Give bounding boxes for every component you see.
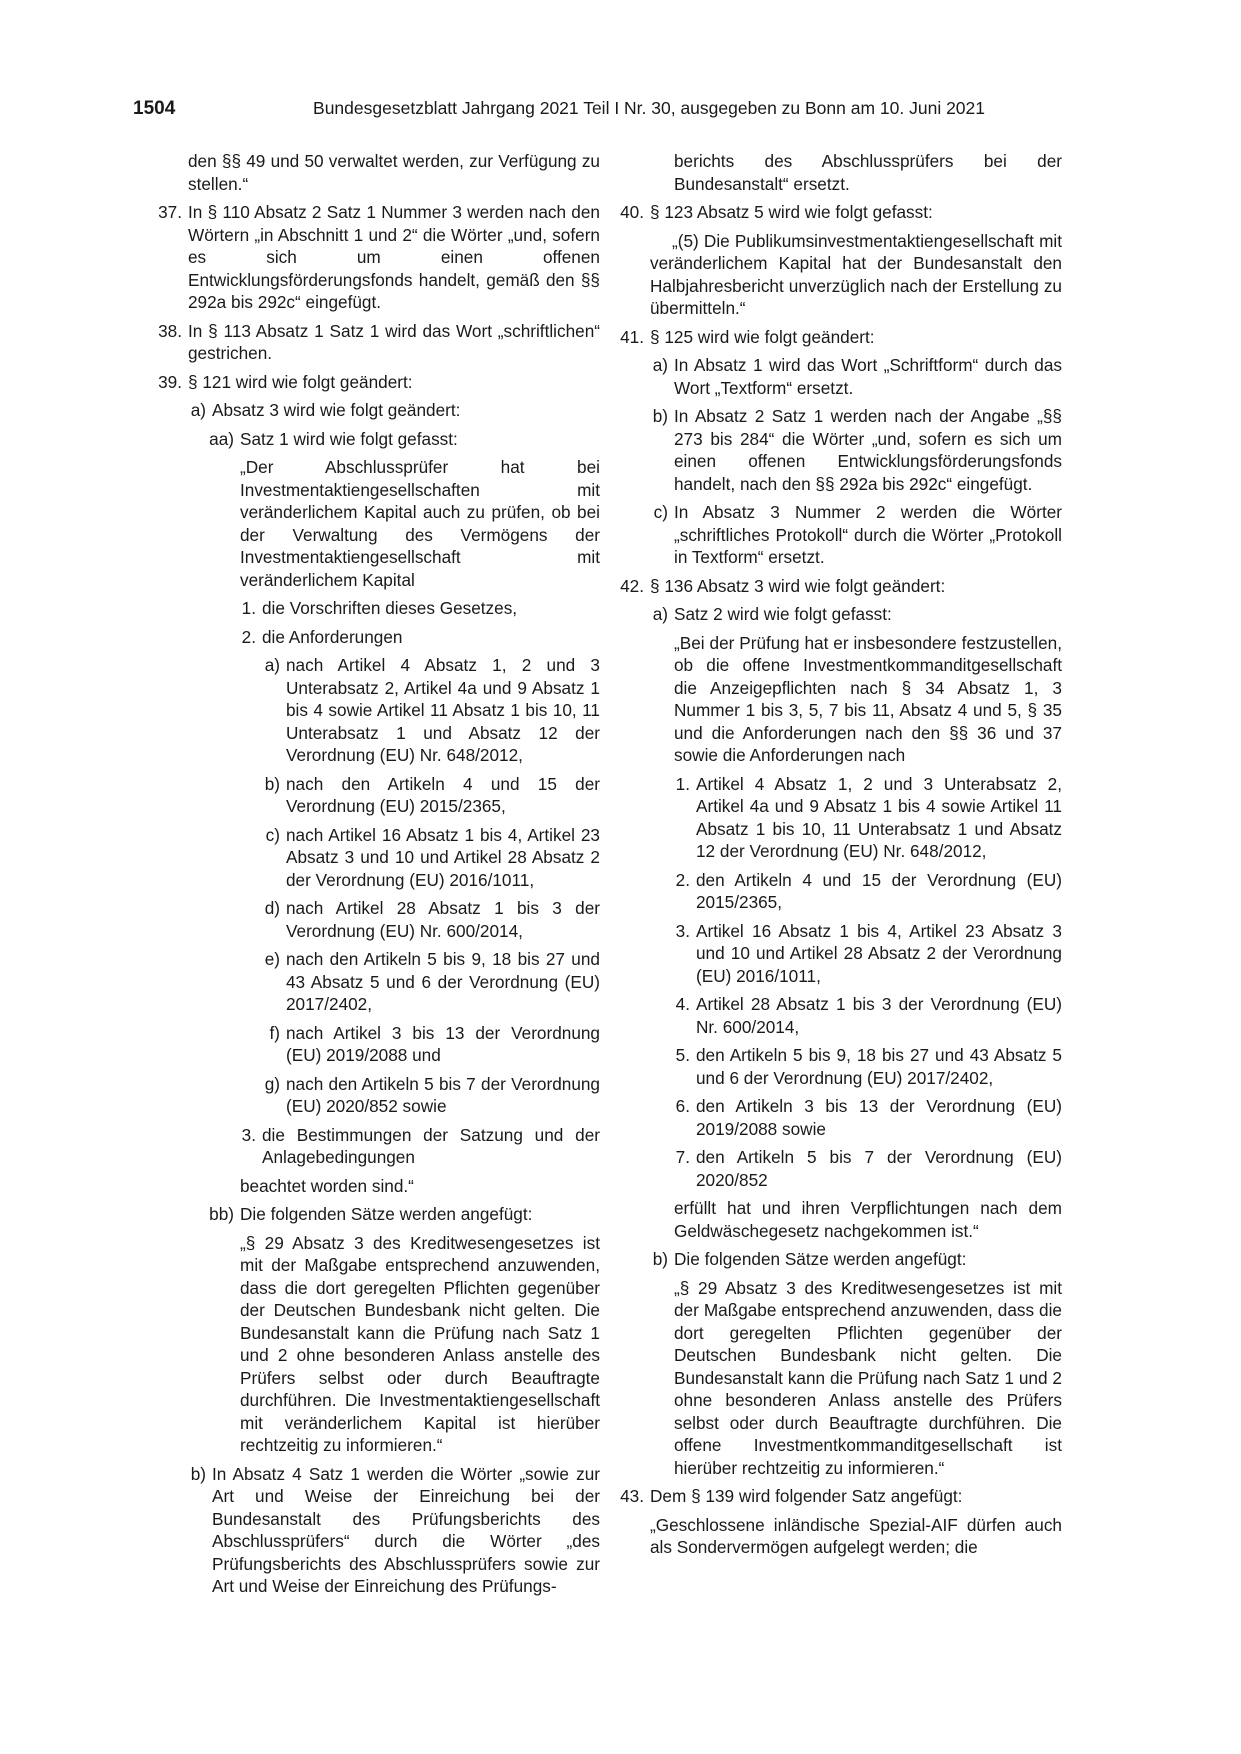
paragraph-text: § 123 Absatz 5 wird wie folgt gefasst: (650, 202, 933, 222)
paragraph-text: nach Artikel 28 Absatz 1 bis 3 der Verordnung (EU) Nr. 600/2014, (286, 898, 600, 941)
paragraph-number: b) (652, 406, 668, 426)
paragraph-number: 2. (675, 869, 690, 890)
numbered-paragraph (269, 1022, 600, 1067)
paragraph (674, 150, 1062, 195)
paragraph-text: § 125 wird wie folgt geändert: (650, 326, 875, 347)
paragraph-text: In Absatz 4 Satz 1 werden die Wörter „sowie zur Art und Weise der Einreichung bei der Bundesanstalt des Prüfungsberichts des Abschlussprüfers“ durch die Wörter „des Prüfungsberichts des Abschlussprüfers sowie zur Art und Weise der Einreichung des Prüfungs- (212, 1463, 600, 1596)
paragraph-text: nach Artikel 3 bis 13 der Verordnung (EU) 2019/2088 und (286, 1022, 600, 1065)
numbered-paragraph (652, 354, 1062, 399)
paragraph-number: 3. (675, 920, 690, 941)
paragraph-text: „Geschlossene inländische Spezial-AIF dürfen auch als Sondervermögen aufgelegt werden; die (650, 1514, 1062, 1557)
page-number: 1504 (133, 98, 176, 119)
paragraph-number: 3. (241, 1124, 256, 1145)
numbered-paragraph (675, 1146, 1062, 1191)
paragraph (240, 1232, 600, 1457)
numbered-paragraph (620, 575, 1062, 598)
paragraph-text: In Absatz 2 Satz 1 werden nach der Angabe „§§ 273 bis 284“ die Wörter „und, sofern es sich um einen offenen Entwicklungsförderungsfonds handelt, nach den §§ 292a bis 292c“ eingefügt. (674, 406, 1062, 494)
paragraph-text: Satz 2 wird wie folgt gefasst: (674, 604, 892, 624)
paragraph-text: Artikel 16 Absatz 1 bis 4, Artikel 23 Absatz 3 und 10 und Artikel 28 Absatz 2 der Verordnung (EU) 2016/1011, (696, 920, 1062, 986)
numbered-paragraph (675, 773, 1062, 863)
paragraph-text: Artikel 28 Absatz 1 bis 3 der Verordnung (EU) Nr. 600/2014, (696, 994, 1062, 1037)
numbered-paragraph (620, 1485, 1062, 1508)
numbered-paragraph (209, 428, 600, 451)
paragraph-number: 7. (675, 1147, 690, 1167)
numbered-paragraph (158, 320, 600, 365)
paragraph (650, 230, 1062, 320)
numbered-paragraph (620, 326, 1062, 349)
paragraph-number: 40. (620, 202, 644, 222)
numbered-paragraph (264, 773, 600, 818)
paragraph-text: Die folgenden Sätze werden angefügt: (240, 1204, 533, 1224)
paragraph-text: nach den Artikeln 5 bis 9, 18 bis 27 und 43 Absatz 5 und 6 der Verordnung (EU) 2017/2402, (286, 949, 600, 1014)
paragraph (674, 1277, 1062, 1480)
paragraph-number: 5. (675, 1045, 690, 1065)
paragraph-number: 39. (158, 371, 182, 392)
numbered-paragraph (264, 897, 600, 942)
paragraph-text: die Bestimmungen der Satzung und der Anlagebedingungen (262, 1124, 600, 1167)
paragraph-number: f) (269, 1022, 280, 1043)
paragraph-number: 37. (158, 202, 182, 222)
paragraph-number: b) (652, 1249, 668, 1269)
numbered-paragraph (241, 597, 600, 620)
paragraph-text: „Der Abschlussprüfer hat bei Investmentaktiengesellschaften mit veränderlichem Kapital auch zu prüfen, ob bei der Verwaltung des Vermögens der Investmentaktiengesellschaft mit veränderlichem Kapital (240, 457, 600, 590)
numbered-paragraph (675, 1095, 1062, 1140)
journal-title: Bundesgesetzblatt Jahrgang 2021 Teil I Nr. 30, ausgegeben zu Bonn am 10. Juni 2021 (313, 98, 985, 118)
numbered-paragraph (265, 824, 600, 892)
page-header (133, 98, 985, 124)
numbered-paragraph (158, 371, 600, 394)
numbered-paragraph (675, 869, 1062, 914)
numbered-paragraph (653, 501, 1062, 569)
numbered-paragraph (241, 1124, 600, 1169)
paragraph-text: den Artikeln 5 bis 9, 18 bis 27 und 43 Absatz 5 und 6 der Verordnung (EU) 2017/2402, (696, 1045, 1062, 1088)
paragraph-text: beachtet worden sind.“ (240, 1175, 414, 1196)
numbered-paragraph (209, 1203, 600, 1226)
paragraph-text: In § 110 Absatz 2 Satz 1 Nummer 3 werden nach den Wörtern „in Abschnitt 1 und 2“ die Wörter „und, sofern es sich um einen offenen Entwicklungsförderungsfonds handelt, gemäß den §§ 292a bis 292c“ eingefügt. (188, 202, 600, 312)
paragraph-number: e) (264, 949, 280, 969)
numbered-paragraph (264, 948, 600, 1016)
paragraph-number: g) (264, 1073, 280, 1094)
paragraph-text: „Bei der Prüfung hat er insbesondere festzustellen, ob die offene Investmentkommanditgesellschaft die Anzeigepflichten nach § 34 Absatz 1, 3 Nummer 1 bis 3, 5, 7 bis 11, Absatz 4 und 5, § 35 und die Anforderungen nach den §§ 36 und 37 sowie die Anforderungen nach (674, 632, 1062, 765)
numbered-paragraph (675, 1044, 1062, 1089)
paragraph-number: 1. (241, 598, 256, 618)
numbered-paragraph (158, 201, 600, 314)
paragraph-text: In Absatz 3 Nummer 2 werden die Wörter „schriftliches Protokoll“ durch die Wörter „Protokoll in Textform“ ersetzt. (674, 502, 1062, 567)
left-column (158, 150, 600, 1604)
paragraph-number: 42. (620, 575, 644, 596)
numbered-paragraph (241, 626, 600, 649)
numbered-paragraph (652, 603, 1062, 626)
paragraph-number: b) (190, 1463, 206, 1484)
paragraph-text: In Absatz 1 wird das Wort „Schriftform“ durch das Wort „Textform“ ersetzt. (674, 355, 1062, 398)
paragraph-number: a) (190, 400, 206, 420)
paragraph (674, 632, 1062, 767)
numbered-paragraph (264, 1073, 600, 1118)
paragraph-number: 41. (620, 326, 644, 347)
paragraph-number: 43. (620, 1486, 644, 1506)
paragraph-text: nach Artikel 4 Absatz 1, 2 und 3 Unterabsatz 2, Artikel 4a und 9 Absatz 1 bis 4 sowie Artikel 11 Absatz 1 bis 10, 11 Unterabsatz 1 und Absatz 12 der Verordnung (EU) Nr. 648/2012, (286, 655, 600, 765)
paragraph-number: c) (265, 824, 280, 845)
paragraph-number: 1. (675, 773, 690, 794)
paragraph-number: bb) (209, 1204, 234, 1224)
paragraph (240, 1175, 600, 1198)
paragraph-number: aa) (209, 428, 234, 449)
paragraph (650, 1514, 1062, 1559)
paragraph-number: a) (264, 655, 280, 675)
paragraph-number: 38. (158, 320, 182, 341)
paragraph-text: nach Artikel 16 Absatz 1 bis 4, Artikel 23 Absatz 3 und 10 und Artikel 28 Absatz 2 der Verordnung (EU) 2016/1011, (286, 824, 600, 890)
paragraph-text: den Artikeln 4 und 15 der Verordnung (EU) 2015/2365, (696, 869, 1062, 912)
paragraph-number: 6. (675, 1096, 690, 1116)
numbered-paragraph (675, 993, 1062, 1038)
paragraph-text: „§ 29 Absatz 3 des Kreditwesengesetzes ist mit der Maßgabe entsprechend anzuwenden, dass die dort geregelten Pflichten gegenüber der Deutschen Bundesbank nicht gelten. Die Bundesanstalt kann die Prüfung nach Satz 1 und 2 ohne besonderen Anlass anstelle des Prüfers selbst oder durch Beauftragte durchführen. Die offene Investmentkommanditgesellschaft ist hierüber rechtzeitig zu informieren.“ (674, 1277, 1062, 1478)
numbered-paragraph (675, 920, 1062, 988)
paragraph-text: § 136 Absatz 3 wird wie folgt geändert: (650, 575, 946, 596)
numbered-paragraph (652, 1248, 1062, 1271)
paragraph-text: die Anforderungen (262, 626, 403, 647)
paragraph (674, 1197, 1062, 1242)
paragraph-text: Satz 1 wird wie folgt gefasst: (240, 428, 458, 449)
numbered-paragraph (264, 654, 600, 767)
paragraph-number: d) (264, 898, 280, 918)
paragraph-text: nach den Artikeln 4 und 15 der Verordnung (EU) 2015/2365, (286, 773, 600, 816)
paragraph (188, 150, 600, 195)
paragraph (240, 456, 600, 591)
numbered-paragraph (190, 399, 600, 422)
paragraph-text: den §§ 49 und 50 verwaltet werden, zur Verfügung zu stellen.“ (188, 151, 600, 194)
paragraph-number: b) (264, 773, 280, 794)
paragraph-number: 4. (675, 994, 690, 1014)
paragraph-text: nach den Artikeln 5 bis 7 der Verordnung (EU) 2020/852 sowie (286, 1073, 600, 1116)
numbered-paragraph (652, 405, 1062, 495)
paragraph-number: a) (652, 604, 668, 624)
numbered-paragraph (620, 201, 1062, 224)
paragraph-text: Die folgenden Sätze werden angefügt: (674, 1249, 967, 1269)
paragraph-text: Dem § 139 wird folgender Satz angefügt: (650, 1486, 963, 1506)
paragraph-text: In § 113 Absatz 1 Satz 1 wird das Wort „schriftlichen“ gestrichen. (188, 320, 600, 363)
right-column (620, 150, 1062, 1565)
paragraph-text: die Vorschriften dieses Gesetzes, (262, 598, 518, 618)
paragraph-text: „(5) Die Publikumsinvestmentaktiengesellschaft mit veränderlichem Kapital hat der Bundesanstalt den Halbjahresbericht unverzüglich nach der Erstellung zu übermitteln.“ (650, 230, 1062, 318)
paragraph-number: a) (652, 355, 668, 375)
paragraph-text: berichts des Abschlussprüfers bei der Bundesanstalt“ ersetzt. (674, 151, 1062, 194)
paragraph-text: § 121 wird wie folgt geändert: (188, 371, 413, 392)
paragraph-number: 2. (241, 626, 256, 647)
paragraph-text: Absatz 3 wird wie folgt geändert: (212, 400, 461, 420)
paragraph-text: den Artikeln 5 bis 7 der Verordnung (EU) 2020/852 (696, 1147, 1062, 1190)
paragraph-text: erfüllt hat und ihren Verpflichtungen nach dem Geldwäschegesetz nachgekommen ist.“ (674, 1198, 1062, 1241)
paragraph-number: c) (653, 502, 668, 522)
paragraph-text: „§ 29 Absatz 3 des Kreditwesengesetzes ist mit der Maßgabe entsprechend anzuwenden, dass die dort geregelten Pflichten gegenüber der Deutschen Bundesbank nicht gelten. Die Bundesanstalt kann die Prüfung nach Satz 1 und 2 ohne besonderen Anlass anstelle des Prüfers selbst oder durch Beauftragte durchführen. Die Investmentaktiengesellschaft mit veränderlichem Kapital ist hierüber rechtzeitig zu informieren.“ (240, 1232, 600, 1455)
paragraph-text: den Artikeln 3 bis 13 der Verordnung (EU) 2019/2088 sowie (696, 1096, 1062, 1139)
paragraph-text: Artikel 4 Absatz 1, 2 und 3 Unterabsatz 2, Artikel 4a und 9 Absatz 1 bis 4 sowie Artikel 11 Absatz 1 bis 10, 11 Unterabsatz 1 und Absatz 12 der Verordnung (EU) Nr. 648/2012, (696, 773, 1062, 861)
numbered-paragraph (190, 1463, 600, 1598)
